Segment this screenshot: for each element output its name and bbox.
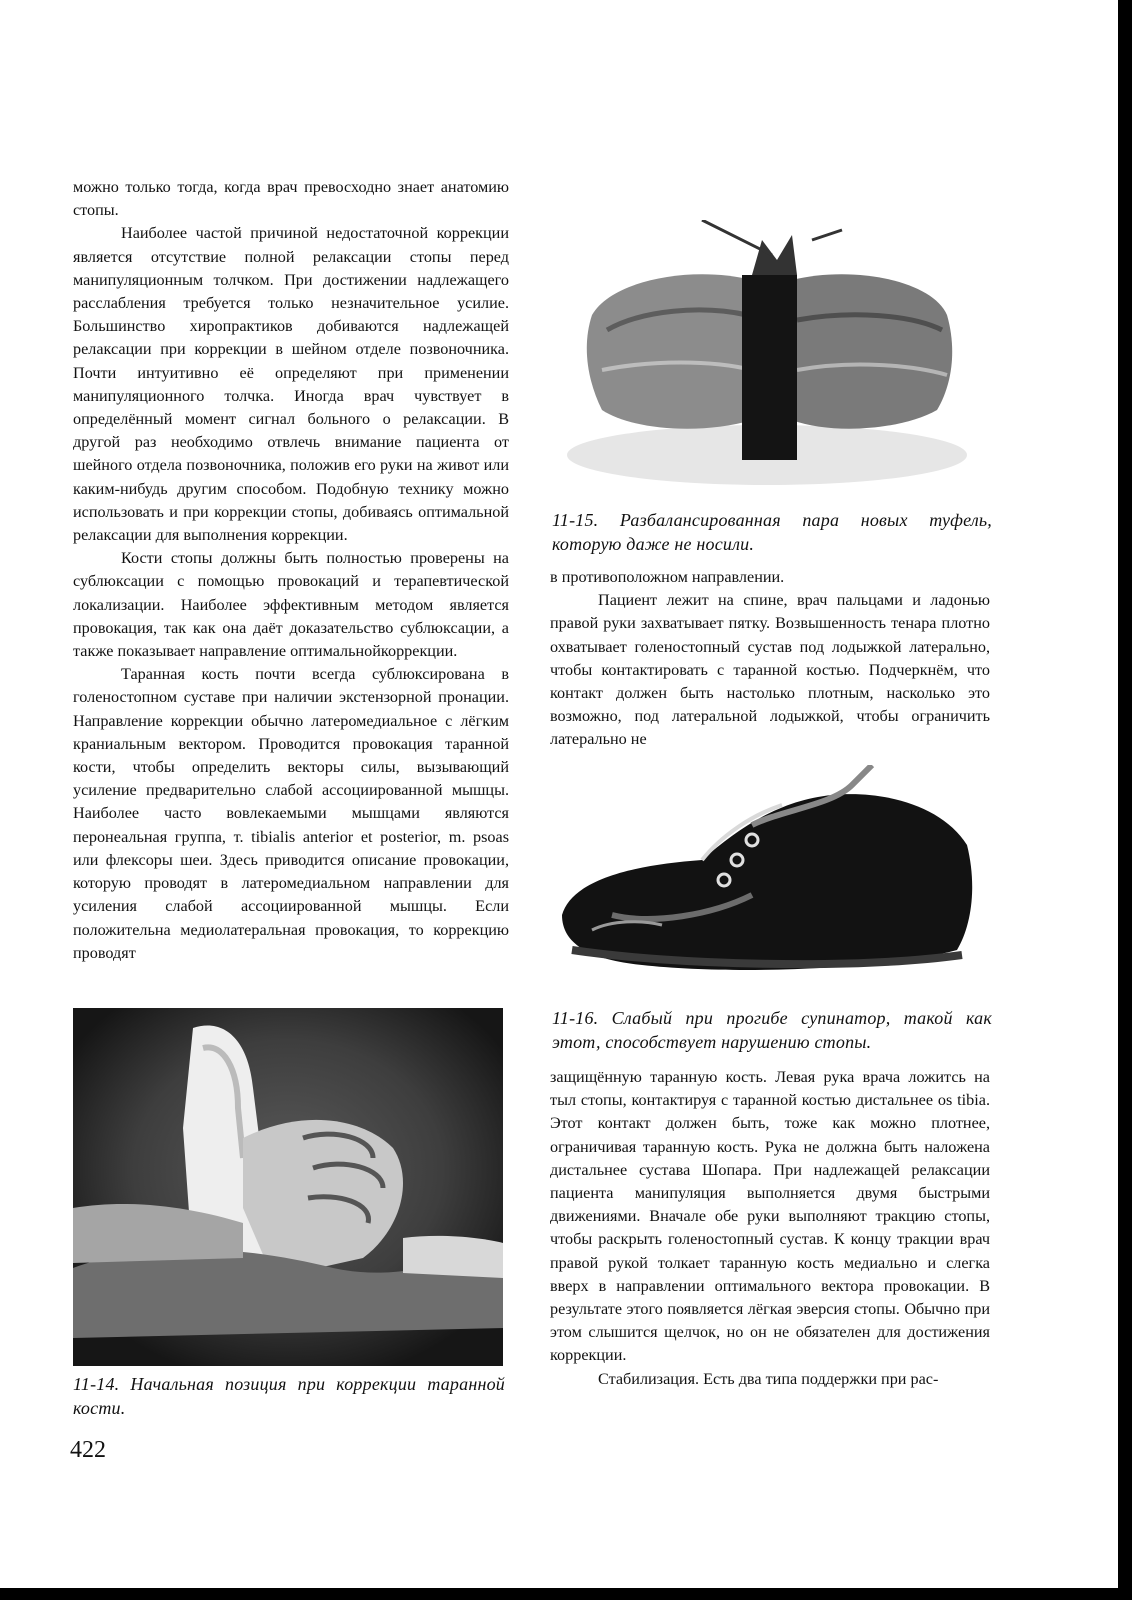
- shoes-pair-photo-icon: [552, 220, 982, 500]
- shoe-photo-icon: [552, 765, 982, 990]
- figure-11-15-photo: [552, 220, 982, 500]
- paragraph: Таранная кость почти всегда сублюксирована в голеностопном суставе при наличии экстензорной пронации. Направление коррекции обычно латеромедиальное с лёгким краниальным вектором. Проводится провокация таранной кости, чтобы определить векторы силы, вызывающий усиление предварительно слабой ассоциированной мышцы. Наиболее часто вовлекаемыми мышцами являются перонеальная группа, т. tibialis anterior et posterior, m. psoas или флексоры шеи. Здесь приводится описание провокации, которую проводят в латеромедиальном направлении для усиления слабой ассоциированной мышцы. Если положительна медиолатеральная провокация, то коррекцию проводят: [73, 665, 509, 962]
- paragraph: в противоположном направлении.: [550, 568, 785, 586]
- page-number: 422: [70, 1437, 106, 1463]
- paragraph: защищённую таранную кость. Левая рука врача ложитсь на тыл стопы, контактируя с таранной костью дистальнее os tibia. Этот контакт должен быть, тоже как можно плотнее, ограничивая таранную кость. Рука не должна быть наложена дистальнее сустава Шопара. При надлежащей релаксации пациента манипуляция выполняется двумя быстрыми движениями. Вначале обе руки выполняют тракцию стопы, чтобы раскрыть голеностопный сустав. К концу тракции врач правой рукой толкает таранную кость медиально и слегка вверх в направлении оптимального вектора провокации. В результате этого появляется лёгкая эверсия стопы. Обычно при этом слышится щелчок, но он не обязателен для достижения коррекции.: [550, 1068, 990, 1365]
- figure-11-14-photo: [73, 1008, 503, 1366]
- paragraph: Стабилизация. Есть два типа поддержки при рас-: [598, 1369, 939, 1388]
- right-column-text-lower: [550, 1066, 990, 1391]
- left-column-text: [73, 176, 509, 965]
- figure-11-16-caption: 11-16. Слабый при прогибе супинатор, такой как этот, способствует нарушению стопы.: [552, 1008, 992, 1052]
- paragraph: Наиболее частой причиной недостаточной коррекции является отсутствие полной релаксации стопы перед манипуляционным толчком. При достижении надлежащего расслабления требуется только незначительное усилие. Большинство хиропрактиков добиваются надлежащей релаксации при коррекции в шейном отделе позвоночника. Почти интуитивно её определяют при применении манипуляционного толчка. Иногда врач чувствует в определённый момент сигнал больного о релаксации. В другой раз необходимо отвлечь внимание пациента от шейного отдела позвоночника, положив его руки на живот или каким-нибудь другим способом. Подобную технику можно использовать и при коррекции стопы, добиваясь оптимальной релаксации для выполнения коррекции.: [73, 224, 509, 545]
- scan-edge-right: [1118, 0, 1132, 1600]
- hand-foot-photo-icon: [73, 1008, 503, 1366]
- figure-11-16-photo: [552, 765, 982, 990]
- right-column-text-upper: [550, 566, 990, 752]
- paragraph: Пациент лежит на спине, врач пальцами и ладонью правой руки захватывает пятку. Возвышенность тенара плотно охватывает голеностопный сустав под лодыжкой латерально, чтобы контактировать с таранной костью. Подчеркнём, что контакт должен быть настолько плотным, насколько это возможно, под латеральной лодыжкой, чтобы ограничить латерально не: [550, 591, 990, 749]
- paragraph: Кости стопы должны быть полностью проверены на сублюксации с помощью провокаций и терапевтической локализации. Наиболее эффективным методом является провокация, так как она даёт доказательство сублюксации, а также показывает направление оптимальнойкоррекции.: [73, 549, 509, 661]
- scan-edge-bottom: [0, 1588, 1132, 1600]
- figure-11-14-caption: 11-14. Начальная позиция при коррекции таранной кости.: [73, 1374, 505, 1418]
- figure-11-15-caption: 11-15. Разбалансированная пара новых туфель, которую даже не носили.: [552, 510, 992, 554]
- paragraph: можно только тогда, когда врач превосходно знает анатомию стопы.: [73, 178, 509, 220]
